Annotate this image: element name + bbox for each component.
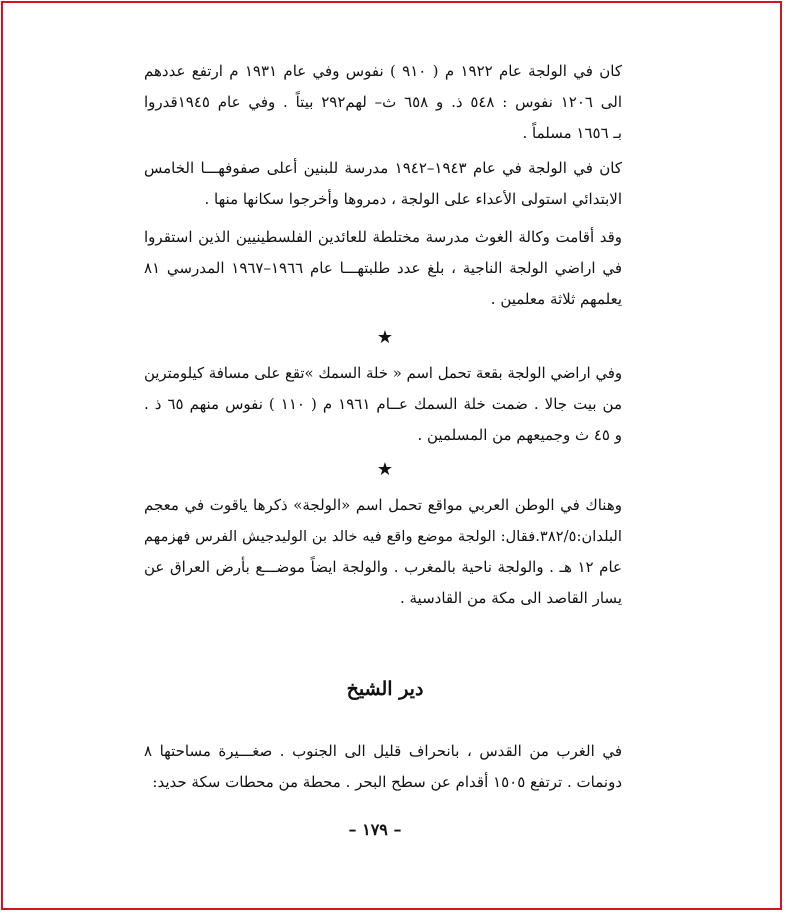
paragraph-population xyxy=(144,56,622,149)
text-line: وفي اراضي الولجة بقعة تحمل اسم « خلة السمك »تقع على مسافة كيلومترين xyxy=(144,365,622,382)
text-line: بـ ١٦٥٦ مسلماً . xyxy=(522,124,622,142)
text-line: و ٤٥ ث وجميعهم من المسلمين . xyxy=(417,426,622,444)
text-line: وقد أقامت وكالة الغوث مدرسة مختلطة للعائدين الفلسطينيين الذين استقروا xyxy=(144,228,622,246)
text-line: في اراضي الولجة الناجية ، بلغ عدد طلبتهـــا عام ١٩٦٦–١٩٦٧ المدرسي ٨١ xyxy=(144,259,622,277)
paragraph-unrwa-school xyxy=(144,222,622,315)
paragraph-other-walaja xyxy=(144,490,622,614)
text-line: كان في الولجة في عام ١٩٤٣–١٩٤٢ مدرسة للبنين أعلى صفوفهـــا الخامس xyxy=(144,159,622,177)
text-line: دونمات . ترتفع ١٥٠٥ أقدام عن سطح البحر . محطة من محطات سكة حديد: xyxy=(152,773,622,791)
text-line: من بيت جالا . ضمت خلة السمك عــام ١٩٦١ م ( ١١٠ ) نفوس منهم ٦٥ ذ . xyxy=(144,395,622,413)
text-line: في الغرب من القدس ، بانحراف قليل الى الجنوب . صغـــيرة مساحتها ٨ xyxy=(144,742,622,760)
paragraph-khallat-al-samak xyxy=(144,358,622,451)
section-heading: دير الشيخ xyxy=(346,678,424,700)
paragraph-school-1943 xyxy=(144,153,622,215)
separator-star: ★ xyxy=(376,327,394,348)
text-line: البلدان:٣٨٢/٥.فقال: الولجة موضع واقع فيه خالد بن الوليدجيش الفرس فهزمهم xyxy=(144,528,622,545)
separator-star: ★ xyxy=(376,459,394,480)
text-line: وهناك في الوطن العربي مواقع تحمل اسم «الولجة» ذكرها ياقوت في معجم xyxy=(144,496,622,514)
text-line: عام ١٢ هـ . والولجة ناحية بالمغرب . والولجة ايضاً موضـــع بأرض العراق عن xyxy=(144,558,622,576)
text-line: كان في الولجة عام ١٩٢٢ م ( ٩١٠ ) نفوس وفي عام ١٩٣١ م ارتفع عددهم xyxy=(144,62,622,80)
paragraph-deir-al-sheikh xyxy=(144,736,622,798)
text-line: يسار القاصد الى مكة من القادسية . xyxy=(399,589,622,607)
page-number: – ١٧٩ – xyxy=(348,820,402,839)
text-line: يعلمهم ثلاثة معلمين . xyxy=(490,290,622,308)
text-line: الابتدائي استولى الأعداء على الولجة ، دمروها وأخرجوا سكانها منها . xyxy=(204,190,622,208)
text-line: الى ١٢٠٦ نفوس : ٥٤٨ ذ. و ٦٥٨ ث– لهم٢٩٢ بيتاً . وفي عام ١٩٤٥قدروا xyxy=(144,93,623,111)
